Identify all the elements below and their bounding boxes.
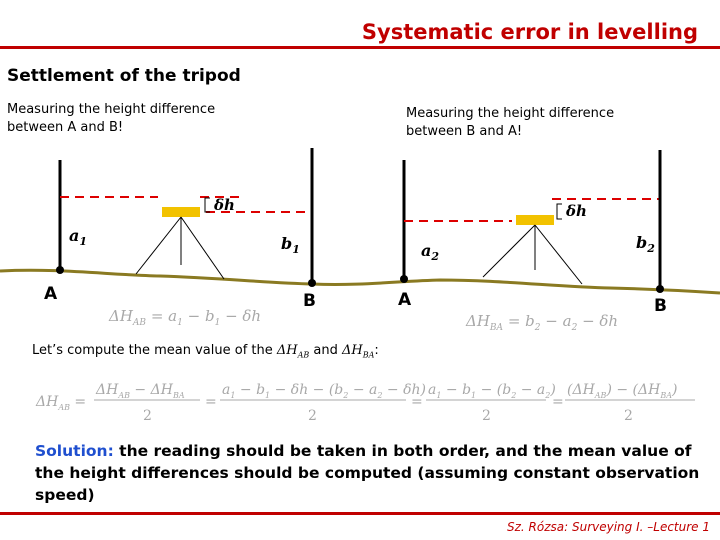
- svg-text:=: =: [552, 394, 564, 410]
- level-instrument-right: [516, 215, 554, 225]
- formula-right: $\Delta H_{BA} = b_2 - a_2 - \delta h$: [466, 312, 619, 333]
- question-text: [32, 343, 379, 360]
- point-label-b-right: B: [654, 296, 667, 316]
- solution-text: the reading should be taken in both order, and the mean value of the height differences should be computed (assuming constant observation speed): [35, 442, 700, 504]
- question-end: :: [374, 343, 379, 358]
- formula-left: $\Delta H_{AB} = a_1 - b_1 - \delta h$: [109, 307, 262, 328]
- caption-left-line2: between A and B!: [7, 120, 124, 135]
- svg-text:ΔHAB =: $\Delta H_{AB}$ =: [36, 394, 87, 412]
- svg-text:a1 − b1 − δh − (b2 − a2 − δh): $a_1 - b_1 - \delta h - (b_2 - a_2 - \delta h)$: [222, 382, 426, 400]
- slide-title: Systematic error in levelling: [361, 20, 698, 44]
- question-term1: $\Delta H_{AB}$: [276, 343, 310, 360]
- caption-right-line2: between B and A!: [406, 124, 523, 139]
- section-heading: Settlement of the tripod: [7, 66, 241, 86]
- mean-equation: [35, 382, 695, 424]
- svg-text:ΔHAB − ΔHBA: $\Delta H_{AB} - \Delta H_{BA}$: [96, 382, 185, 400]
- reading-a2: $a_2$: [421, 241, 440, 263]
- benchmark-a-right: [400, 275, 408, 283]
- settlement-bracket-right: [557, 204, 562, 219]
- benchmark-b-left: [308, 279, 316, 287]
- solution-paragraph: [35, 440, 705, 506]
- question-lead: Let’s compute the mean value of the: [32, 343, 277, 358]
- question-joiner: and: [309, 343, 342, 358]
- settlement-bracket-left: [205, 198, 210, 212]
- footer-divider: [0, 512, 720, 515]
- reading-b2: $b_2$: [636, 233, 655, 255]
- svg-text:(ΔHAB) − (ΔHBA): $(\Delta H_{AB}) - (\Delta H_{BA})$: [567, 382, 678, 400]
- reading-b1: $b_1$: [281, 234, 300, 256]
- settlement-label-left: δh: [214, 196, 235, 214]
- ground-line: [0, 270, 720, 293]
- benchmark-a-left: [56, 266, 64, 274]
- point-label-a-left: A: [44, 284, 58, 304]
- level-instrument-left: [162, 207, 200, 217]
- svg-text:=: =: [411, 394, 423, 410]
- settlement-label-right: δh: [566, 202, 587, 220]
- reading-a1: $a_1$: [69, 226, 88, 248]
- svg-text:2: 2: [482, 408, 491, 424]
- svg-text:a1 − b1 − (b2 − a2): $a_1 - b_1 - (b_2 - a_2)$: [428, 382, 556, 400]
- svg-text:=: =: [205, 394, 217, 410]
- svg-text:2: 2: [624, 408, 633, 424]
- caption-right-line1: Measuring the height difference: [406, 106, 615, 121]
- point-label-a-right: A: [398, 290, 412, 310]
- solution-label: Solution:: [35, 442, 114, 460]
- svg-text:2: 2: [308, 408, 317, 424]
- question-term2: $\Delta H_{BA}$: [342, 343, 375, 360]
- caption-left-line1: Measuring the height difference: [7, 102, 216, 117]
- point-label-b-left: B: [303, 291, 316, 311]
- benchmark-b-right: [656, 285, 664, 293]
- footer-credit: Sz. Rózsa: Surveying I. –Lecture 1: [506, 520, 710, 534]
- svg-text:2: 2: [143, 408, 152, 424]
